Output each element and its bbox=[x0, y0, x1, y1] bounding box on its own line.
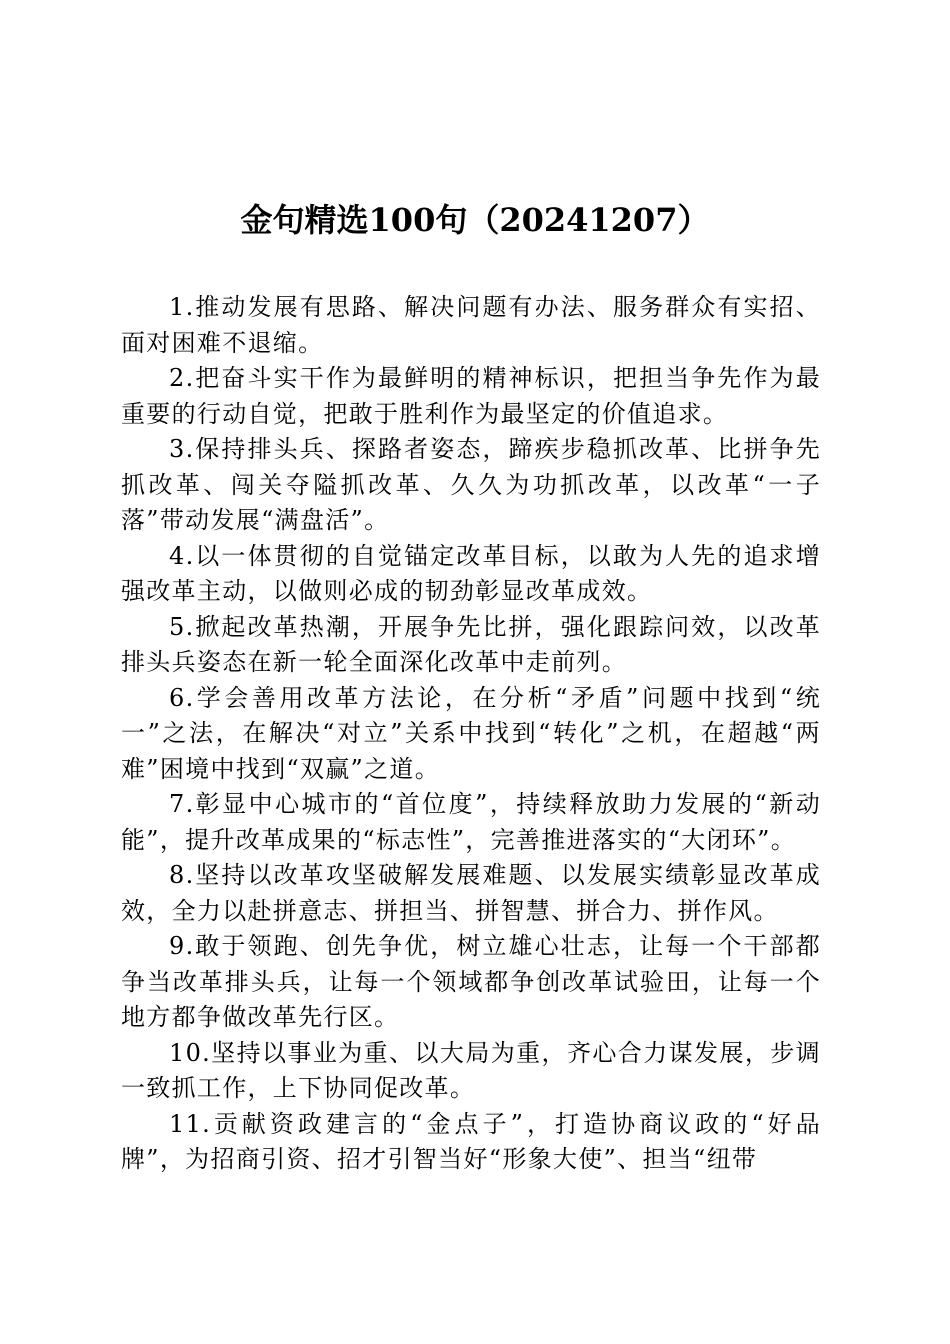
paragraph-10: 10.坚持以事业为重、以大局为重，齐心合力谋发展，步调一致抓工作，上下协同促改革。 bbox=[121, 1038, 821, 1102]
paragraph-9: 9.敢于领跑、创先争优，树立雄心壮志，让每一个干部都争当改革排头兵，让每一个领域都争创改革试验田，让每一个地方都争做改革先行区。 bbox=[121, 932, 821, 1031]
paragraph-11: 11.贡献资政建言的“金点子”，打造协商议政的“好品牌”，为招商引资、招才引智当好“形象大使”、担当“纽带 bbox=[121, 1109, 821, 1173]
document-body bbox=[121, 290, 821, 1178]
paragraph-3: 3.保持排头兵、探路者姿态，蹄疾步稳抓改革、比拼争先抓改革、闯关夺隘抓改革、久久为功抓改革，以改革“一子落”带动发展“满盘活”。 bbox=[121, 435, 821, 534]
paragraph-5: 5.掀起改革热潮，开展争先比拼，强化跟踪问效，以改革排头兵姿态在新一轮全面深化改革中走前列。 bbox=[121, 612, 821, 676]
paragraph-4: 4.以一体贯彻的自觉锚定改革目标，以敢为人先的追求增强改革主动，以做则必成的韧劲彰显改革成效。 bbox=[121, 541, 821, 605]
document-title: 金句精选100句（20241207） bbox=[240, 201, 710, 239]
paragraph-1: 1.推动发展有思路、解决问题有办法、服务群众有实招、面对困难不退缩。 bbox=[121, 293, 821, 357]
paragraph-8: 8.坚持以改革攻坚破解发展难题、以发展实绩彰显改革成效，全力以赴拼意志、拼担当、拼智慧、拼合力、拼作风。 bbox=[121, 861, 821, 925]
paragraph-7: 7.彰显中心城市的“首位度”，持续释放助力发展的“新动能”，提升改革成果的“标志性”，完善推进落实的“大闭环”。 bbox=[121, 790, 821, 854]
paragraph-2: 2.把奋斗实干作为最鲜明的精神标识，把担当争先作为最重要的行动自觉，把敢于胜利作为最坚定的价值追求。 bbox=[121, 364, 821, 428]
paragraph-6: 6.学会善用改革方法论，在分析“矛盾”问题中找到“统一”之法，在解决“对立”关系中找到“转化”之机，在超越“两难”困境中找到“双赢”之道。 bbox=[121, 683, 821, 783]
